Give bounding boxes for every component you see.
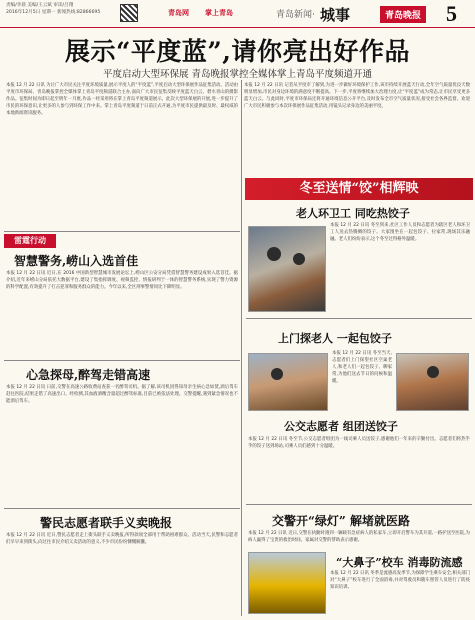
story-body: 本报 12 月 22 日讯 冬至当天,志愿者们上门探望社区空巢老人,和老人们一起包饺子、聊家常,为他们送去节日的问候和温暖。 [332,351,392,384]
divider [4,360,240,361]
story-body: 本报 12 月 22 日讯 冬季是流感高发季节,为保障学生乘车安全,相关部门对“大鼻子”校车进行了全面消毒,并对驾驶员和随车照管人员进行了防疫知识培训。 [330,571,470,590]
photo-bus-volunteers [396,353,469,411]
masthead-section: 城事 [320,6,351,24]
logo-qingdao-news: 青岛网 [168,9,189,17]
lead-article-text: 本报 12 月 22 日讯 为让广大市民关注平度环境质量,展示平度人的“平度蓝”,平度启动大型环保展作品征集活动。活动由平度市环保局、青岛晚报掌控全媒体掌上青岛平度频道联合主办,面向广大市民征集反映平度蓝天白云、碧水青山的摄影作品。征集时间为即日起至明年一月底,作品一经采用将在掌上青岛平度频道展示。此次大型环保展的开展,进一步提升了市民的环保意识,让更多的人参与到环保工作中来。掌上青岛平度频道于日前正式开通,为平度市民提供最及时、最权威的本地新闻资讯服务。 [6,83,238,116]
story-body: 本报 12 月 22 日讯 近日,在 2016 中国新型智慧城市发展论坛上,崂山区公安分局凭借智慧警务建设成果入选首佳。据介绍,近年来崂山分局依托大数据平台,建设了集指挥调度、视频监控、情报研判于一体的智慧警务系统,实现了警力资源的科学配置,有效提升了打击犯罪和服务群众的能力。今年以来,全区刑事警情同比下降明显。 [6,271,238,290]
story-body: 本报 12 月 22 日讯 日前,交警在高速公路收费站查获一名醉驾司机。据了解,该司机因得知母亲生病心急如焚,酒后驾车赶往医院,结果走错了高速出口。经检测,其血液酒精含量超过醉驾标准,目前已被依法处理。交警提醒,遇到紧急情况也不能酒后驾车。 [6,385,238,404]
story-title: 交警开“绿灯” 解堵就医路 [272,514,410,528]
story-body: 本报 12 月 22 日讯 冬至到来,社区工作人员和志愿者为辖区老人和环卫工人送去热腾腾的饺子。大家围坐在一起包饺子、拉家常,现场其乐融融。老人们纷纷表示,这个冬至过得格外温暖。 [330,223,470,242]
masthead [0,0,475,28]
photo-visiting-elderly [248,353,328,411]
masthead-meta-line: 责编/李晨 美编/王云斌 审读/吕翔 [6,3,74,8]
story-body: 本报 12 月 22 日讯 近日,交警在执勤时遇到一辆载有急症病人的私家车,立即开启警车为其开道,一路护送至医院,为病人赢得了宝贵的救治时间。家属对交警的帮助表示感谢。 [248,531,470,543]
masthead-site: 青岛新闻· [276,10,315,20]
photo-dumplings-elderly [248,226,326,312]
logo-zhangshang-qingdao: 掌上青岛 [205,9,233,17]
divider [241,80,242,616]
story-body: 本报 12 月 22 日讯 近日,警民志愿者走上街头联手义卖晚报,所得款项全部用于帮助困难群众。活动当天,民警和志愿者们早早来到街头,向过往市民介绍义卖活动的意义,不少市民纷纷慷慨解囊。 [6,533,238,545]
story-title: “大鼻子”校车 消毒防流感 [336,556,463,569]
story-body: 本报 12 月 22 日讯 冬至节,公交志愿者组团为一线司乘人员送饺子,感谢他们一年来的辛勤付出。志愿者们将热乎乎的饺子送到场站,司乘人员们感到十分温暖。 [248,437,470,449]
newspaper-brand: 青岛晚报 [380,6,426,23]
story-title: 公交志愿者 组团送饺子 [284,420,398,433]
story-title: 智慧警务,崂山入选首佳 [14,254,139,268]
story-title: 心急探母,醉驾走错高速 [26,368,151,382]
story-title: 上门探老人 一起包饺子 [278,332,392,345]
photo-school-bus [248,552,326,614]
masthead-meta [6,3,116,16]
divider [4,231,240,232]
page-number: 5 [446,1,457,26]
subheadline: 平度启动大型环保展 青岛晚报掌控全媒体掌上青岛平度频道开通 [102,69,373,80]
mid-article-text: 本报 12 月 22 日讯 记者从平度市了解到,为进一步做好环境保护工作,该市持续开展蓝天行动,全年空气质量优良天数明显增加,市民对身边环境的满意度不断提高。下一步,平度将继续加大治理力度,让“平度蓝”成为常态,让市民享受更多蓝天白云。与此同时,平度市环保局还将开通环境信息公开平台,及时发布全市空气质量状况,接受社会各界监督。欢迎广大市民积极参与本次环保展作品征集活动,用镜头记录身边的美丽平度。 [244,83,470,109]
feature-banner: 冬至送情“饺”相辉映 [245,178,473,200]
headline: 展示“平度蓝”,请你亮出好作品 [65,37,410,66]
divider [246,318,472,319]
masthead-meta-line: 2016年12月5日 星期一 新闻热线:82866695 [6,9,101,15]
section-tag: 雷霆行动 [4,234,56,248]
divider [246,504,472,505]
story-title: 警民志愿者联手义卖晚报 [40,516,173,530]
divider [4,508,240,509]
qr-code-icon [120,4,138,22]
story-title: 老人环卫工 同吃热饺子 [296,207,410,220]
